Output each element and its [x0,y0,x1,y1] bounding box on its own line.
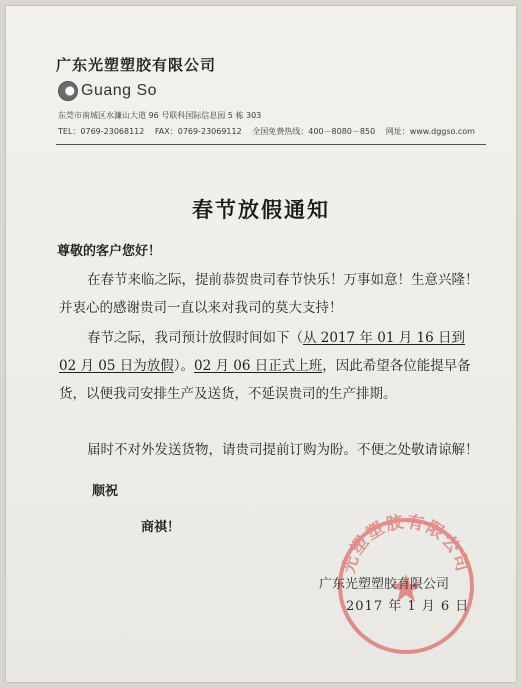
logo-mark-icon [58,81,78,101]
letterhead-divider [56,144,486,145]
contact-line [58,126,483,137]
p2-text-c: ，因此希望各位能提早备货，以便我司安排生产及送货，不延误贵司的生产排期。 [59,358,471,402]
paragraph-3: 届时不对外发送货物，请贵司提前订购为盼。不便之处敬请谅解！ [87,442,479,458]
greeting: 尊敬的客户您好！ [57,244,162,259]
closing-2: 商祺！ [141,520,181,535]
hotline: 全国免费热线：400－8080－850 [252,127,376,136]
notice-title: 春节放假通知 [192,198,330,222]
tel: TEL：0769-23068112 [58,127,145,136]
closing-1: 顺祝 [92,484,119,499]
fax: FAX：0769-23069112 [154,127,242,136]
letter-sheet [6,6,516,682]
paragraph-1: 在春节来临之际，提前恭贺贵司春节快乐！万事如意！生意兴隆！并衷心的感谢贵司一直以来对我司的莫大支持！ [59,272,479,316]
company-logo [58,80,157,102]
return-date: 02 月 06 日正式上班 [193,358,323,374]
stamp-text: 光塑塑胶有限公司 [339,512,473,576]
p2-text-b: ）。 [173,358,194,374]
holiday-period: 从 2017 年 01 月 16 日到 02 月 05 日为放假 [59,330,465,374]
signature-date: 2017 年 1 月 6 日 [346,599,470,614]
signature-company: 广东光塑塑胶有限公司 [319,577,450,592]
logo-text: Guang So [81,82,158,99]
paragraph-2 [59,324,479,408]
p2-text-a: 春节之际，我司预计放假时间如下（ [87,330,303,346]
company-name: 广东光塑塑胶有限公司 [56,56,217,74]
company-address: 东莞市南城区水濂山大道 96 号联科国际信息园 5 栋 303 [58,111,262,120]
website: 网址：www.dggso.com [385,127,475,136]
